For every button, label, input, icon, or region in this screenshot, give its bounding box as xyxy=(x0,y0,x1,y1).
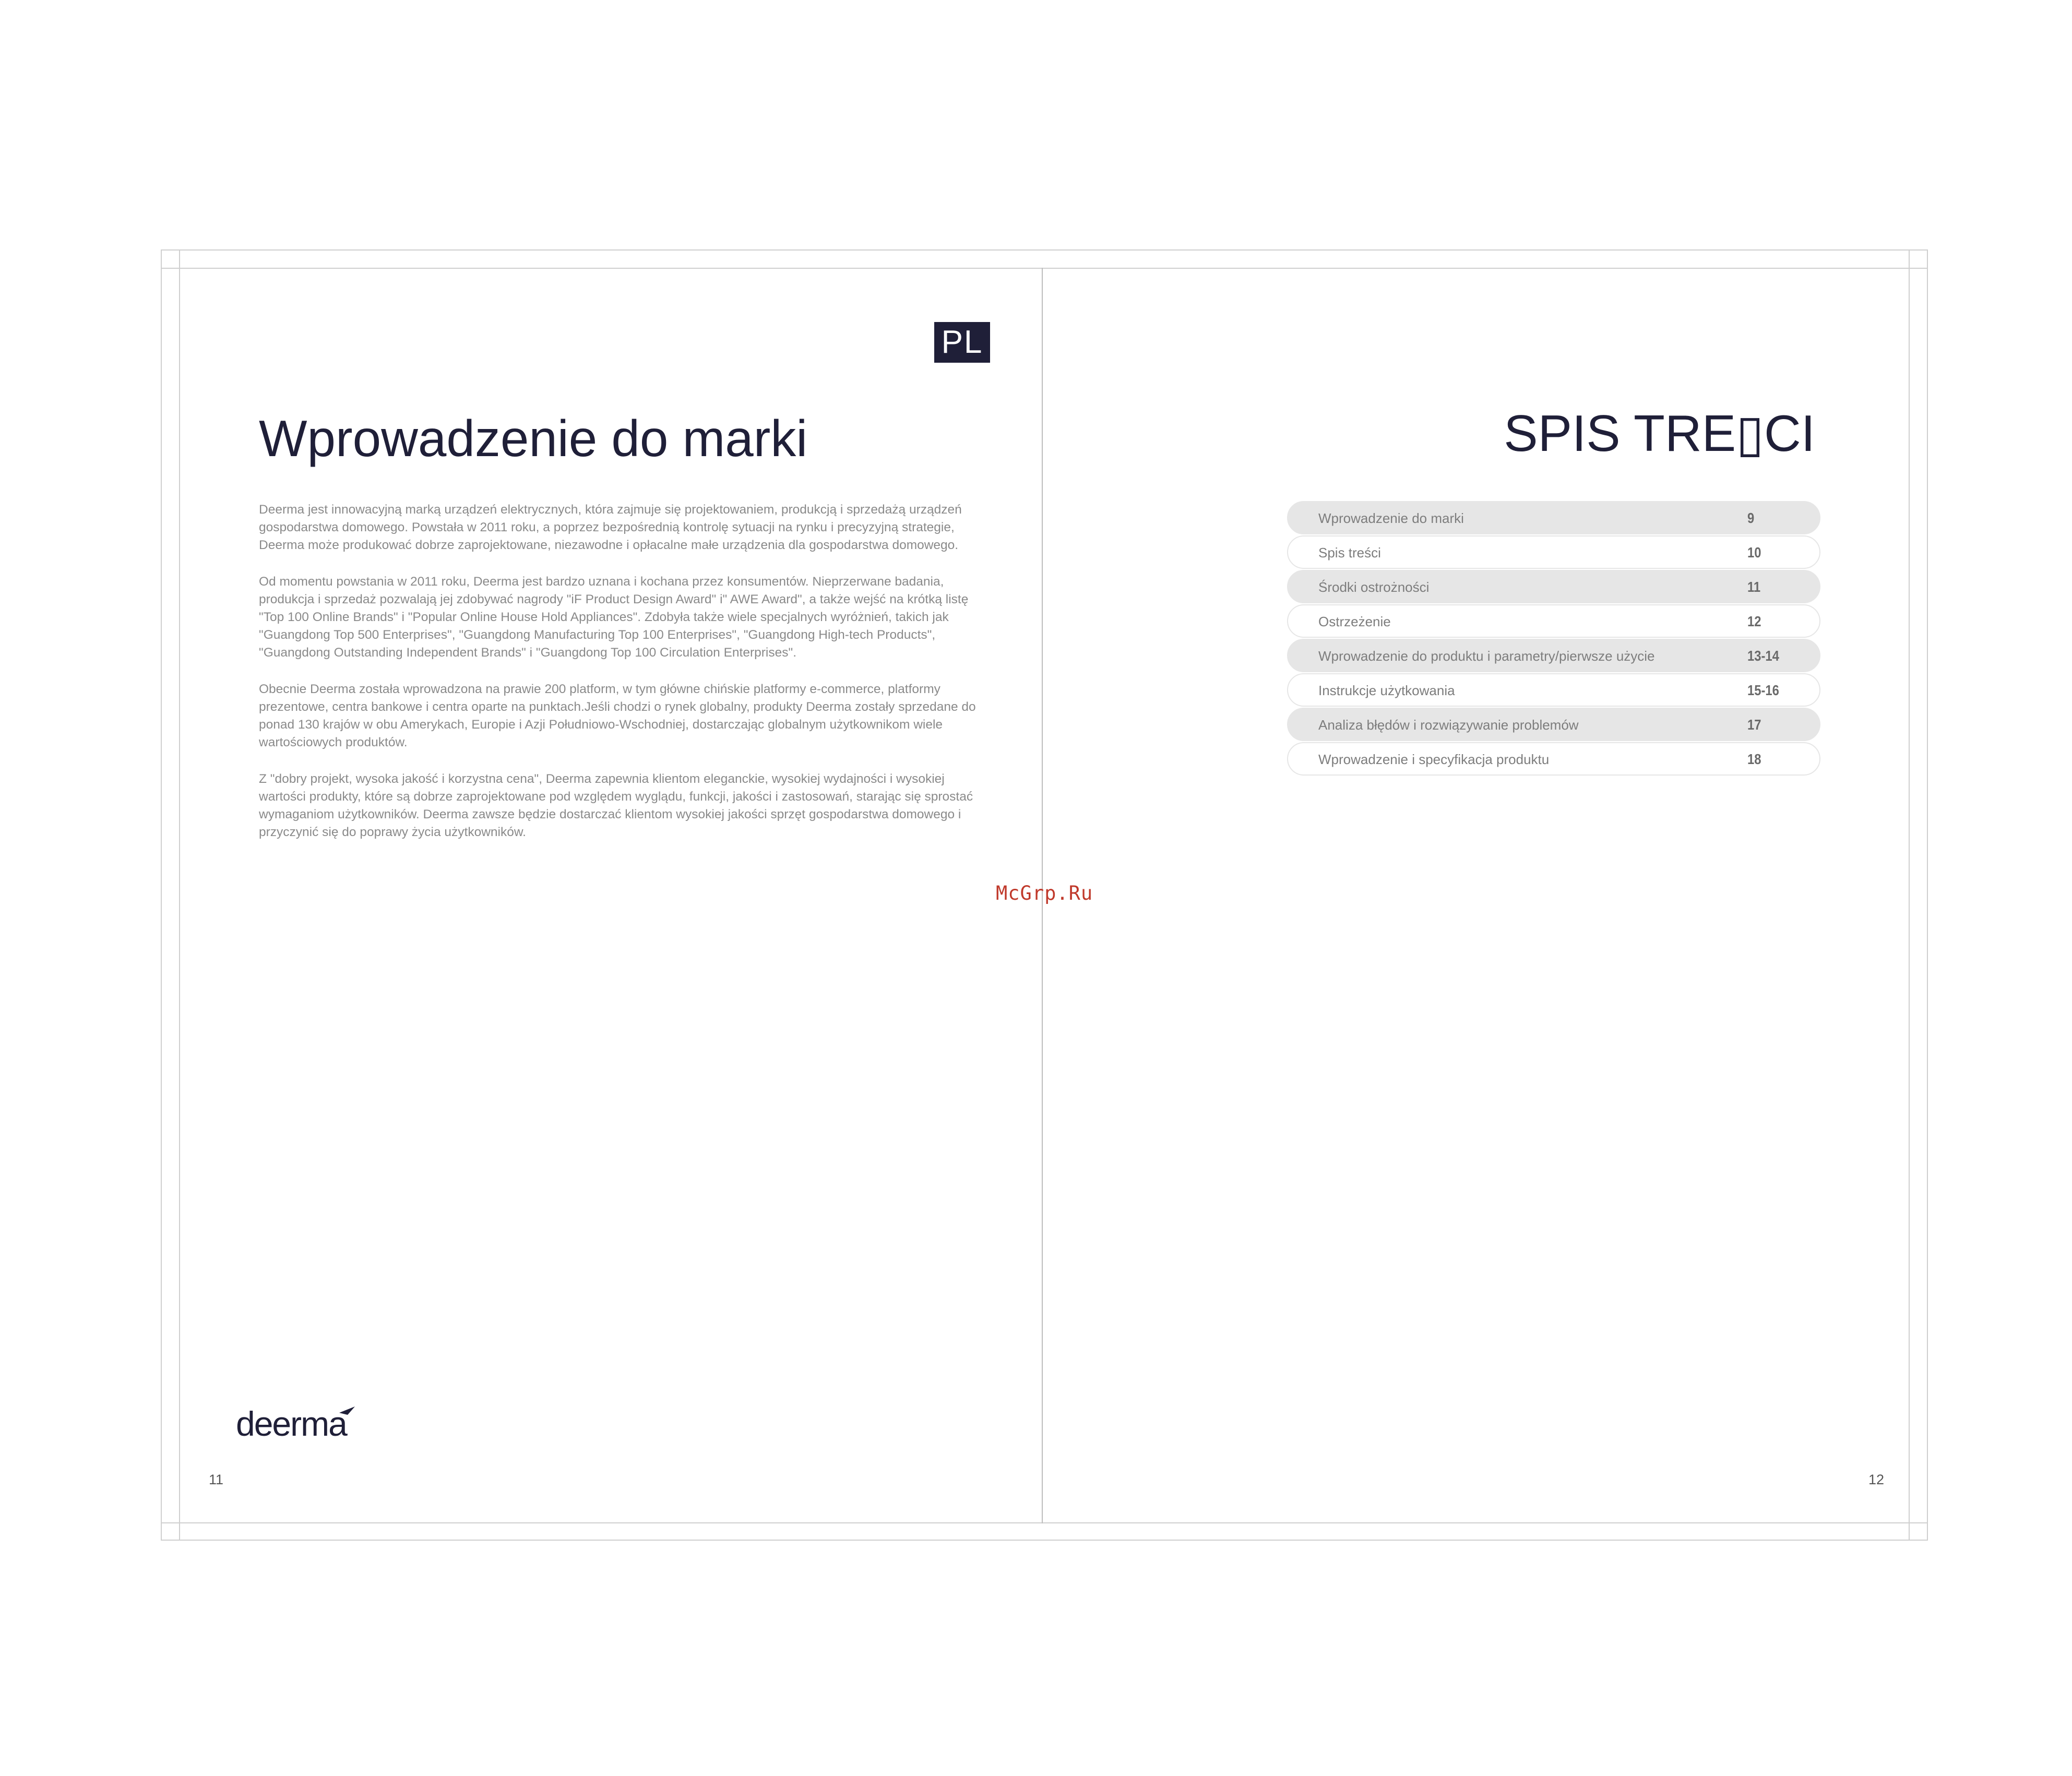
page-number-right: 12 xyxy=(1868,1472,1885,1487)
toc-row[interactable] xyxy=(1287,673,1820,707)
language-badge: PL xyxy=(934,322,990,363)
table-of-contents xyxy=(1287,501,1820,777)
toc-row[interactable] xyxy=(1287,501,1820,534)
bleed-line-right xyxy=(1909,249,1910,1541)
toc-row[interactable] xyxy=(1287,535,1820,569)
toc-row[interactable] xyxy=(1287,639,1820,672)
deerma-logo-text: deerma xyxy=(236,1405,347,1442)
toc-row[interactable] xyxy=(1287,742,1820,776)
toc-row[interactable] xyxy=(1287,708,1820,741)
bleed-line-bottom xyxy=(161,1522,1928,1523)
intro-paragraph: Obecnie Deerma została wprowadzona na prawie 200 platform, w tym główne chińskie platformy e-commerce, platformy prezentowe, centra bankowe i centra oparte na punktach.Jeśli chodzi o rynek globalny, produkty Deerma zostały sprzedane do ponad 130 krajów w obu Amerykach, Europie i Azji Południowo-Wschodniej, dostarczając globalnym użytkownikom wiele wartościowych produktów. xyxy=(259,682,976,749)
toc-row[interactable] xyxy=(1287,570,1820,603)
brand-intro-text xyxy=(259,501,990,860)
intro-paragraph: Z "dobry projekt, wysoka jakość i korzystna cena", Deerma zapewnia klientom eleganckie, wysokiej wydajności i wysokiej wartości produkty, które są dobrze zaprojektowane pod względem wyglądu, funkcji, jakości i zastosowań, starając się sprostać wymaganiom użytkowników. Deerma zawsze będzie dostarczać klientom wysokiej jakości sprzęt gospodarstwa domowego i przyczynić się do poprawy życia użytkowników. xyxy=(259,772,973,839)
toc-row-page: 9 xyxy=(1747,510,1755,526)
toc-row-label: Ostrzeżenie xyxy=(1318,614,1391,629)
intro-paragraph: Deerma jest innowacyjną marką urządzeń elektrycznych, która zajmuje się projektowaniem, produkcją i sprzedażą urządzeń gospodarstwa domowego. Powstała w 2011 roku, a poprzez bezpośrednią kontrolę sytuacji na rynku i precyzyjną strategie, Deerma może produkować dobrze zaprojektowane, niezawodne i opłacalne małe urządzenia dla gospodarstwa domowego. xyxy=(259,503,962,552)
deerma-logo-mark xyxy=(236,1405,361,1442)
bleed-line-left xyxy=(179,249,180,1541)
brand-intro-title: Wprowadzenie do marki xyxy=(259,410,808,467)
toc-row-label: Środki ostrożności xyxy=(1318,579,1430,595)
toc-title: SPIS TRE▯CI xyxy=(1504,404,1815,462)
toc-row-page: 17 xyxy=(1747,717,1761,733)
toc-row-label: Spis treści xyxy=(1318,545,1381,561)
bleed-line-top xyxy=(161,268,1928,269)
toc-row[interactable] xyxy=(1287,604,1820,638)
toc-row-page: 12 xyxy=(1747,613,1761,629)
page-number-left: 11 xyxy=(209,1472,224,1487)
toc-row-label: Wprowadzenie do produktu i parametry/pierwsze użycie xyxy=(1318,648,1655,664)
deerma-logo xyxy=(236,1405,361,1445)
toc-row-label: Analiza błędów i rozwiązywanie problemów xyxy=(1318,717,1579,733)
toc-row-page: 15-16 xyxy=(1747,682,1779,698)
watermark: McGrp.Ru xyxy=(996,882,1093,904)
toc-row-page: 11 xyxy=(1747,579,1761,595)
toc-row-label: Instrukcje użytkowania xyxy=(1318,683,1455,698)
toc-row-page: 10 xyxy=(1747,544,1761,561)
toc-row-page: 13-14 xyxy=(1747,648,1779,664)
toc-row-page: 18 xyxy=(1747,751,1761,767)
toc-row-label: Wprowadzenie do marki xyxy=(1318,510,1464,526)
toc-row-label: Wprowadzenie i specyfikacja produktu xyxy=(1318,752,1550,767)
intro-paragraph: Od momentu powstania w 2011 roku, Deerma jest bardzo uznana i kochana przez konsumentów. Nieprzerwane badania, produkcja i sprzedaż pozwalają jej zdobywać nagrody "iF Product Design Award" i" AWE Award", a także wejść na krótką listę "Top 100 Online Brands" i "Popular Online House Hold Appliances". Zdobyła także wiele specjalnych wyróżnień, takich jak "Guangdong Top 500 Enterprises", "Guangdong Manufacturing Top 100 Enterprises", "Guangdong High-tech Products", "Guangdong Outstanding Independent Brands" i "Guangdong Top 100 Circulation Enterprises". xyxy=(259,575,969,660)
